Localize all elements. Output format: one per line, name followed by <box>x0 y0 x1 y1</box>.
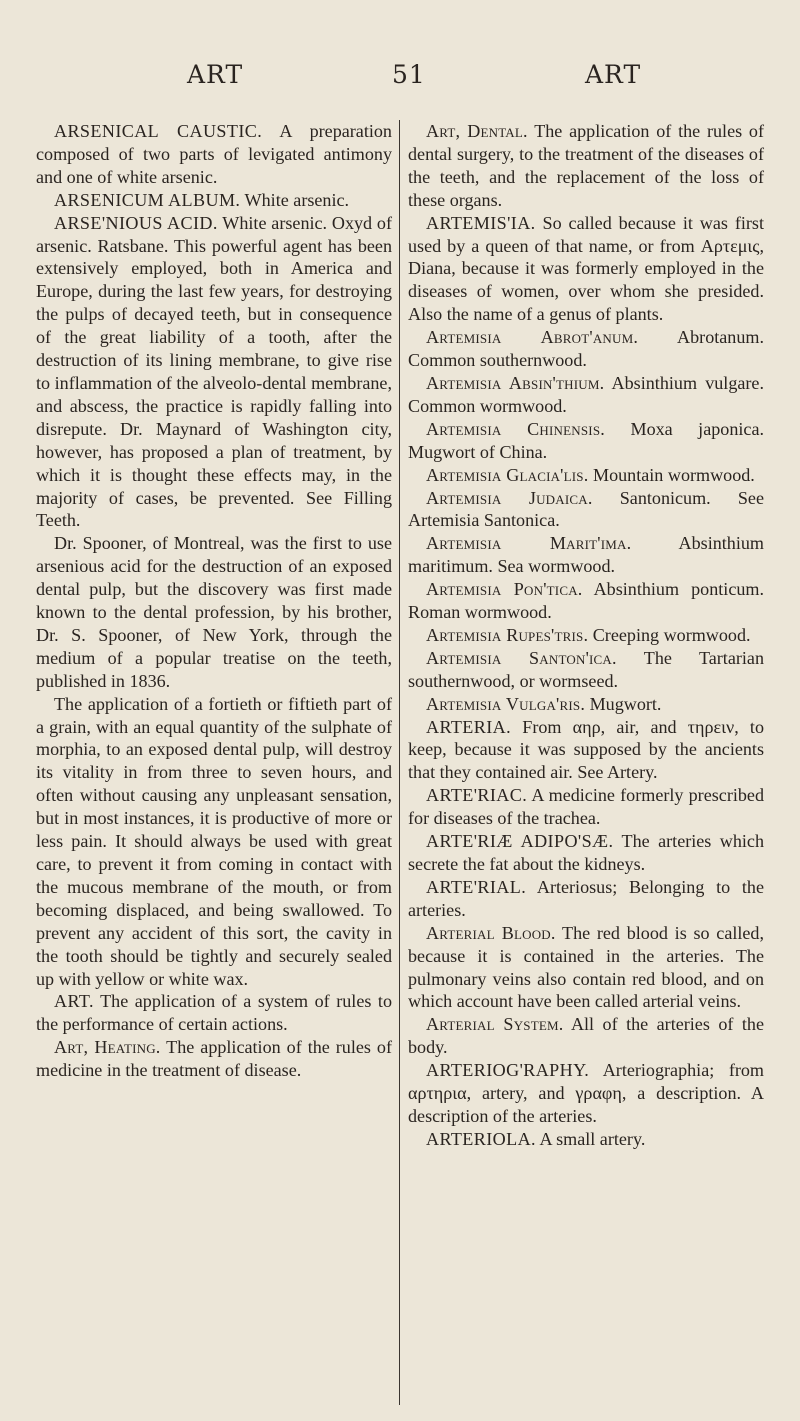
dictionary-entry <box>408 1128 764 1151</box>
entry-definition: Arteriosus; Belonging to the arteries. <box>408 876 764 920</box>
dictionary-entry <box>408 693 764 716</box>
dictionary-entry <box>408 212 764 327</box>
dictionary-entry <box>408 716 764 785</box>
entry-definition: Abrotanum. Common southernwood. <box>408 327 764 371</box>
entry-headword: ARTEMIS'IA. <box>426 212 536 233</box>
dictionary-entry <box>408 464 764 487</box>
entry-headword: ARTE'RIAL. <box>426 876 527 897</box>
entry-definition: Absinthium vulgare. Common wormwood. <box>408 372 764 416</box>
entry-headword: Artemisia Marit'ima. <box>426 533 632 554</box>
column-divider <box>399 120 400 1405</box>
dictionary-entry <box>408 1059 764 1128</box>
entry-definition: Mountain wormwood. <box>588 464 755 485</box>
dictionary-entry <box>408 647 764 693</box>
entry-headword: Artemisia Rupes'tris. <box>426 624 589 645</box>
dictionary-entry <box>408 372 764 418</box>
entry-definition: Arteriographia; from αρτηρια, artery, and γραφη, a description. A description of the arteries. <box>408 1060 764 1126</box>
entry-headword: ART. <box>54 991 94 1012</box>
entry-definition: Absinthium ponticum. Roman wormwood. <box>408 579 764 623</box>
dictionary-entry <box>36 532 392 692</box>
entry-headword: Art, Heating. <box>54 1037 161 1058</box>
entry-headword: ARTERIA. <box>426 716 512 737</box>
dictionary-entry <box>408 532 764 578</box>
entry-definition: White arsenic. <box>240 189 350 210</box>
right-column <box>408 120 764 1151</box>
entry-headword: ARTE'RIAC. <box>426 785 528 806</box>
entry-definition: From αηρ, air, and τηρειν, to keep, because it was supposed by the ancients that they contained air. See Artery. <box>408 716 764 783</box>
running-head-left: ART <box>187 60 244 89</box>
entry-headword: Arterial System. <box>426 1014 564 1035</box>
entry-definition: A small artery. <box>535 1128 646 1149</box>
entry-headword: Artemisia Absin'thium. <box>426 372 605 393</box>
entry-definition: The application of a fortieth or fiftieth part of a grain, with an equal quantity of the sulphate of morphia, to an exposed dental pulp, will destroy its vitality in from three to seven hours, and often without causing any unpleasant sensation, but in most instances, it is productive of more or less pain. It should always be used with great care, to prevent it from coming in contact with the mucous membrane of the mouth, or from becoming displaced, and being swallowed. To prevent any accident of this sort, the cavity in the tooth should be tightly and securely sealed up with yellow or white wax. <box>36 693 392 989</box>
entry-headword: ARSENICAL CAUSTIC. <box>54 121 263 141</box>
dictionary-entry <box>408 830 764 876</box>
dictionary-entry <box>408 922 764 1014</box>
entry-definition: Moxa japonica. Mugwort of China. <box>408 418 764 462</box>
entry-headword: Artemisia Santon'ica. <box>426 647 617 668</box>
dictionary-entry <box>408 418 764 464</box>
entry-definition: The application of the rules of medicine in the treatment of disease. <box>36 1037 392 1081</box>
entry-definition: A medicine formerly prescribed for diseases of the trachea. <box>408 785 764 829</box>
entry-definition: The application of the rules of dental surgery, to the treatment of the diseases of the teeth, and the replacement of the loss of these organs. <box>408 121 764 210</box>
entry-headword: Art, Dental. <box>426 121 528 141</box>
entry-definition: White arsenic. Oxyd of arsenic. Ratsbane. This powerful agent has been extensively employed, both in America and Europe, during the last few years, for destroying the pulps of decayed teeth, but in consequence of the great liability of a tooth, after the destruction of its lining membrane, to give rise to inflammation of the alveolo-dental membrane, and abscess, the practice is rapidly falling into disrepute. Dr. Maynard of Washington city, however, has proposed a plan of treatment, by which it is thought these effects may, in the majority of cases, be prevented. See Filling Teeth. <box>36 212 392 531</box>
dictionary-entry <box>408 784 764 830</box>
entry-definition: The application of a system of rules to the performance of certain actions. <box>36 991 392 1035</box>
dictionary-entry <box>36 693 392 991</box>
dictionary-entry <box>408 876 764 922</box>
entry-definition: Dr. Spooner, of Montreal, was the first to use arsenious acid for the destruction of an exposed dental pulp, but the discovery was first made known to the dental profession, by his brother, Dr. S. Spooner, of New York, through the medium of a popular treatise on the teeth, published in 1836. <box>36 533 392 691</box>
dictionary-entry <box>408 578 764 624</box>
dictionary-entry <box>36 189 392 212</box>
entry-definition: All of the arteries of the body. <box>408 1014 764 1058</box>
entry-headword: Artemisia Pon'tica. <box>426 579 583 600</box>
entry-headword: ARTERIOG'RAPHY. <box>426 1060 590 1081</box>
entry-headword: Arterial Blood. <box>426 922 556 943</box>
left-column <box>36 120 392 1082</box>
dictionary-entry <box>408 120 764 212</box>
dictionary-entry <box>36 990 392 1036</box>
entry-definition: Creeping wormwood. <box>588 624 751 645</box>
dictionary-entry <box>36 120 392 189</box>
entry-headword: Artemisia Vulga'ris. <box>426 693 586 714</box>
entry-headword: ARSE'NIOUS ACID. <box>54 212 218 233</box>
entry-definition: Absinthium maritimum. Sea wormwood. <box>408 533 764 577</box>
entry-definition: Mugwort. <box>585 693 662 714</box>
entry-definition: The red blood is so called, because it is contained in the arteries. The pulmonary veins also contain red blood, and on which account have been called arterial veins. <box>408 922 765 1012</box>
dictionary-entry <box>36 1036 392 1082</box>
entry-headword: Artemisia Judaica. <box>426 487 593 508</box>
page-number: 51 <box>392 60 426 89</box>
entry-definition: The Tartarian southernwood, or wormseed. <box>408 647 764 691</box>
entry-headword: Artemisia Abrot'anum. <box>426 327 639 348</box>
running-head-right: ART <box>585 60 642 89</box>
entry-definition: A preparation composed of two parts of levigated antimony and one of white arsenic. <box>36 121 392 187</box>
dictionary-entry <box>408 1013 764 1059</box>
entry-headword: ARSENICUM ALBUM. <box>54 189 241 210</box>
entry-headword: Artemisia Glacia'lis. <box>426 464 589 485</box>
entry-definition: So called because it was first used by a queen of that name, or from Αρτεμις, Diana, because it was formerly employed in the diseases of women, over whom she presided. Also the name of a genus of plants. <box>408 212 764 325</box>
entry-headword: ARTE'RIÆ ADIPO'SÆ. <box>426 831 614 852</box>
entry-definition: Santonicum. See Artemisia Santonica. <box>408 487 764 531</box>
entry-headword: ARTERIOLA. <box>426 1128 536 1149</box>
dictionary-entry <box>408 326 764 372</box>
dictionary-entry <box>36 212 392 533</box>
dictionary-entry <box>408 487 764 533</box>
entry-headword: Artemisia Chinensis. <box>426 418 605 439</box>
dictionary-entry <box>408 624 764 647</box>
entry-definition: The arteries which secrete the fat about the kidneys. <box>408 831 764 874</box>
